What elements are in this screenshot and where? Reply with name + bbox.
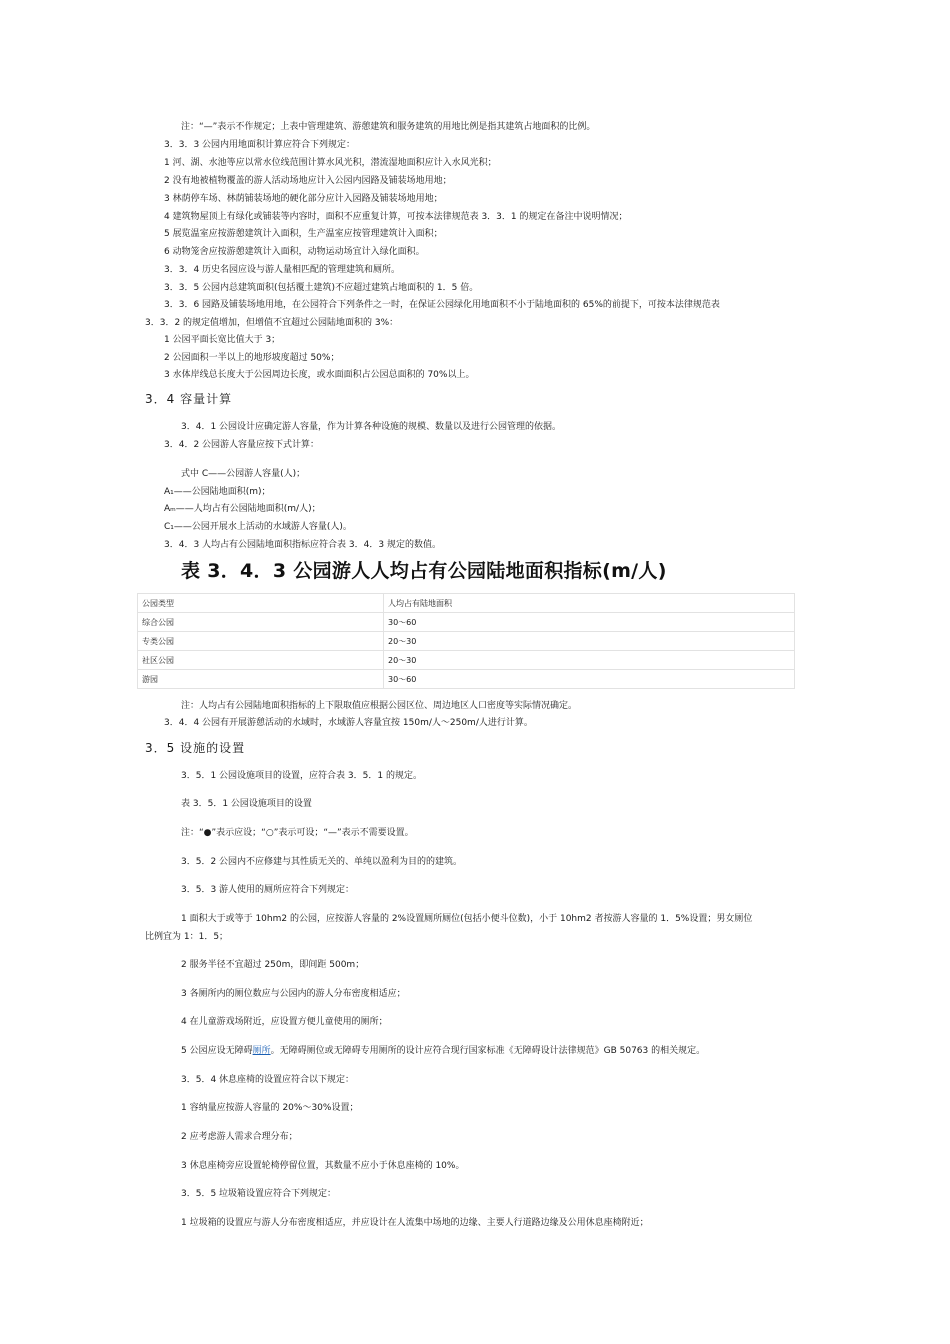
clause-3-4-2: 3．4．2 公园游人容量应按下式计算： xyxy=(164,440,320,450)
list-item: 1 容纳量应按游人容量的 20%～30%设置； xyxy=(181,1103,359,1113)
clause-3-4-3: 3．4．3 人均占有公园陆地面积指标应符合表 3．4．3 规定的数值。 xyxy=(164,540,441,550)
table-cell: 20～30 xyxy=(384,651,795,670)
list-item: 4 建筑物屋顶上有绿化或铺装等内容时，面积不应重复计算，可按本法律规范表 3．3．1 的规定在备注中说明情况； xyxy=(164,212,628,222)
table-note: 注：“●”表示应设；“○”表示可设；“—”表示不需要设置。 xyxy=(181,828,414,838)
list-item-text: 。无障碍厕位或无障碍专用厕所的设计应符合现行国家标准《无障碍设计法律规范》GB 50763 的相关规定。 xyxy=(270,1046,706,1056)
formula-legend: C₁——公园开展水上活动的水域游人容量(人)。 xyxy=(164,522,352,532)
list-item-text: 5 公园应设无障碍 xyxy=(181,1046,253,1056)
table-header-cell: 人均占有陆地面积 xyxy=(384,594,795,613)
table-header-cell: 公园类型 xyxy=(138,594,384,613)
formula-legend: Aₘ——人均占有公园陆地面积(m/人)； xyxy=(164,504,321,514)
area-index-table xyxy=(137,593,795,689)
list-item: 3 各厕所内的厕位数应与公园内的游人分布密度相适应； xyxy=(181,989,406,999)
list-item: 3 林荫停车场、林荫铺装场地的硬化部分应计入园路及铺装场地用地； xyxy=(164,194,443,204)
list-item: 3 水体岸线总长度大于公园周边长度，或水面面积占公园总面积的 70%以上。 xyxy=(164,370,475,380)
list-item: 4 在儿童游戏场附近，应设置方便儿童使用的厕所； xyxy=(181,1017,388,1027)
formula-legend: A₁——公园陆地面积(m)； xyxy=(164,487,271,497)
list-item: 5 展览温室应按游憩建筑计入面积，生产温室应按管理建筑计入面积； xyxy=(164,229,443,239)
table-cell: 20～30 xyxy=(384,632,795,651)
list-item: 1 面积大于或等于 10hm2 的公园，应按游人容量的 2%设置厕所厕位(包括小便斗位数)，小于 10hm2 者按游人容量的 1．5%设置；男女厕位 xyxy=(181,914,753,924)
list-item: 2 应考虑游人需求合理分布； xyxy=(181,1132,298,1142)
toilet-link[interactable]: 厕所 xyxy=(252,1046,271,1056)
table-cell: 30～60 xyxy=(384,670,795,689)
table-cell: 社区公园 xyxy=(138,651,384,670)
formula-legend: 式中 C——公园游人容量(人)； xyxy=(181,469,306,479)
clause-3-5-4: 3．5．4 休息座椅的设置应符合以下规定： xyxy=(181,1075,355,1085)
table-row xyxy=(138,632,795,651)
clause-3-5-5: 3．5．5 垃圾箱设置应符合下列规定： xyxy=(181,1189,337,1199)
clause-3-3-4: 3．3．4 历史名园应设与游人量相匹配的管理建筑和厕所。 xyxy=(164,265,401,275)
list-item: 2 没有地被植物覆盖的游人活动场地应计入公园内园路及铺装场地用地； xyxy=(164,176,452,186)
section-heading-3-4: 3．4 容量计算 xyxy=(145,392,233,406)
list-item: 3 休息座椅旁应设置轮椅停留位置，其数量不应小于休息座椅的 10%。 xyxy=(181,1161,465,1171)
table-title: 表 3．5．1 公园设施项目的设置 xyxy=(181,799,312,809)
table-note: 注：“—”表示不作规定；上表中管理建筑、游憩建筑和服务建筑的用地比例是指其建筑占地面积的比例。 xyxy=(181,122,596,132)
clause-3-5-2: 3．5．2 公园内不应修建与其性质无关的、单纯以盈利为目的的建筑。 xyxy=(181,857,463,867)
clause-3-3-6-continued: 3．3．2 的规定值增加，但增值不宜超过公园陆地面积的 3%： xyxy=(145,318,399,328)
table-row xyxy=(138,613,795,632)
table-cell: 30～60 xyxy=(384,613,795,632)
table-cell: 综合公园 xyxy=(138,613,384,632)
table-cell: 游园 xyxy=(138,670,384,689)
section-heading-3-5: 3．5 设施的设置 xyxy=(145,741,246,755)
table-caption: 表 3．4．3 公园游人人均占有公园陆地面积指标(m/人) xyxy=(181,560,667,582)
clause-3-5-3: 3．5．3 游人使用的厕所应符合下列规定： xyxy=(181,885,355,895)
table-row xyxy=(138,651,795,670)
clause-3-4-1: 3．4．1 公园设计应确定游人容量，作为计算各种设施的规模、数量以及进行公园管理的依据。 xyxy=(181,422,562,432)
list-item: 6 动物笼舍应按游憩建筑计入面积，动物运动场宜计入绿化面积。 xyxy=(164,247,425,257)
clause-3-3-5: 3．3．5 公园内总建筑面积(包括覆土建筑)不应超过建筑占地面积的 1．5 倍。 xyxy=(164,283,479,293)
table-row xyxy=(138,670,795,689)
list-item: 1 公园平面长宽比值大于 3； xyxy=(164,335,281,345)
list-item: 1 垃圾箱的设置应与游人分布密度相适应，并应设计在人流集中场地的边缘、主要人行道路边缘及公用休息座椅附近； xyxy=(181,1218,649,1228)
clause-3-3-6: 3．3．6 园路及铺装场地用地，在公园符合下列条件之一时，在保证公园绿化用地面积不小于陆地面积的 65%的前提下，可按本法律规范表 xyxy=(164,300,720,310)
list-item: 2 服务半径不宜超过 250m，即间距 500m； xyxy=(181,960,365,970)
table-header-row xyxy=(138,594,795,613)
clause-3-5-1: 3．5．1 公园设施项目的设置，应符合表 3．5．1 的规定。 xyxy=(181,771,422,781)
clause-3-3-3: 3．3．3 公园内用地面积计算应符合下列规定： xyxy=(164,140,356,150)
list-item: 1 河、湖、水池等应以常水位线范围计算水风光积，潜流湿地面积应计入水风光积； xyxy=(164,158,497,168)
table-cell: 专类公园 xyxy=(138,632,384,651)
table-note: 注：人均占有公园陆地面积指标的上下限取值应根据公园区位、周边地区人口密度等实际情况确定。 xyxy=(181,701,578,711)
clause-3-4-4: 3．4．4 公园有开展游憩活动的水域时，水域游人容量宜按 150m/人～250m/人进行计算。 xyxy=(164,718,533,728)
list-item: 2 公园面积一半以上的地形坡度超过 50%； xyxy=(164,353,340,363)
list-item xyxy=(181,1045,705,1058)
list-item-continued: 比例宜为 1：1．5； xyxy=(145,932,229,942)
